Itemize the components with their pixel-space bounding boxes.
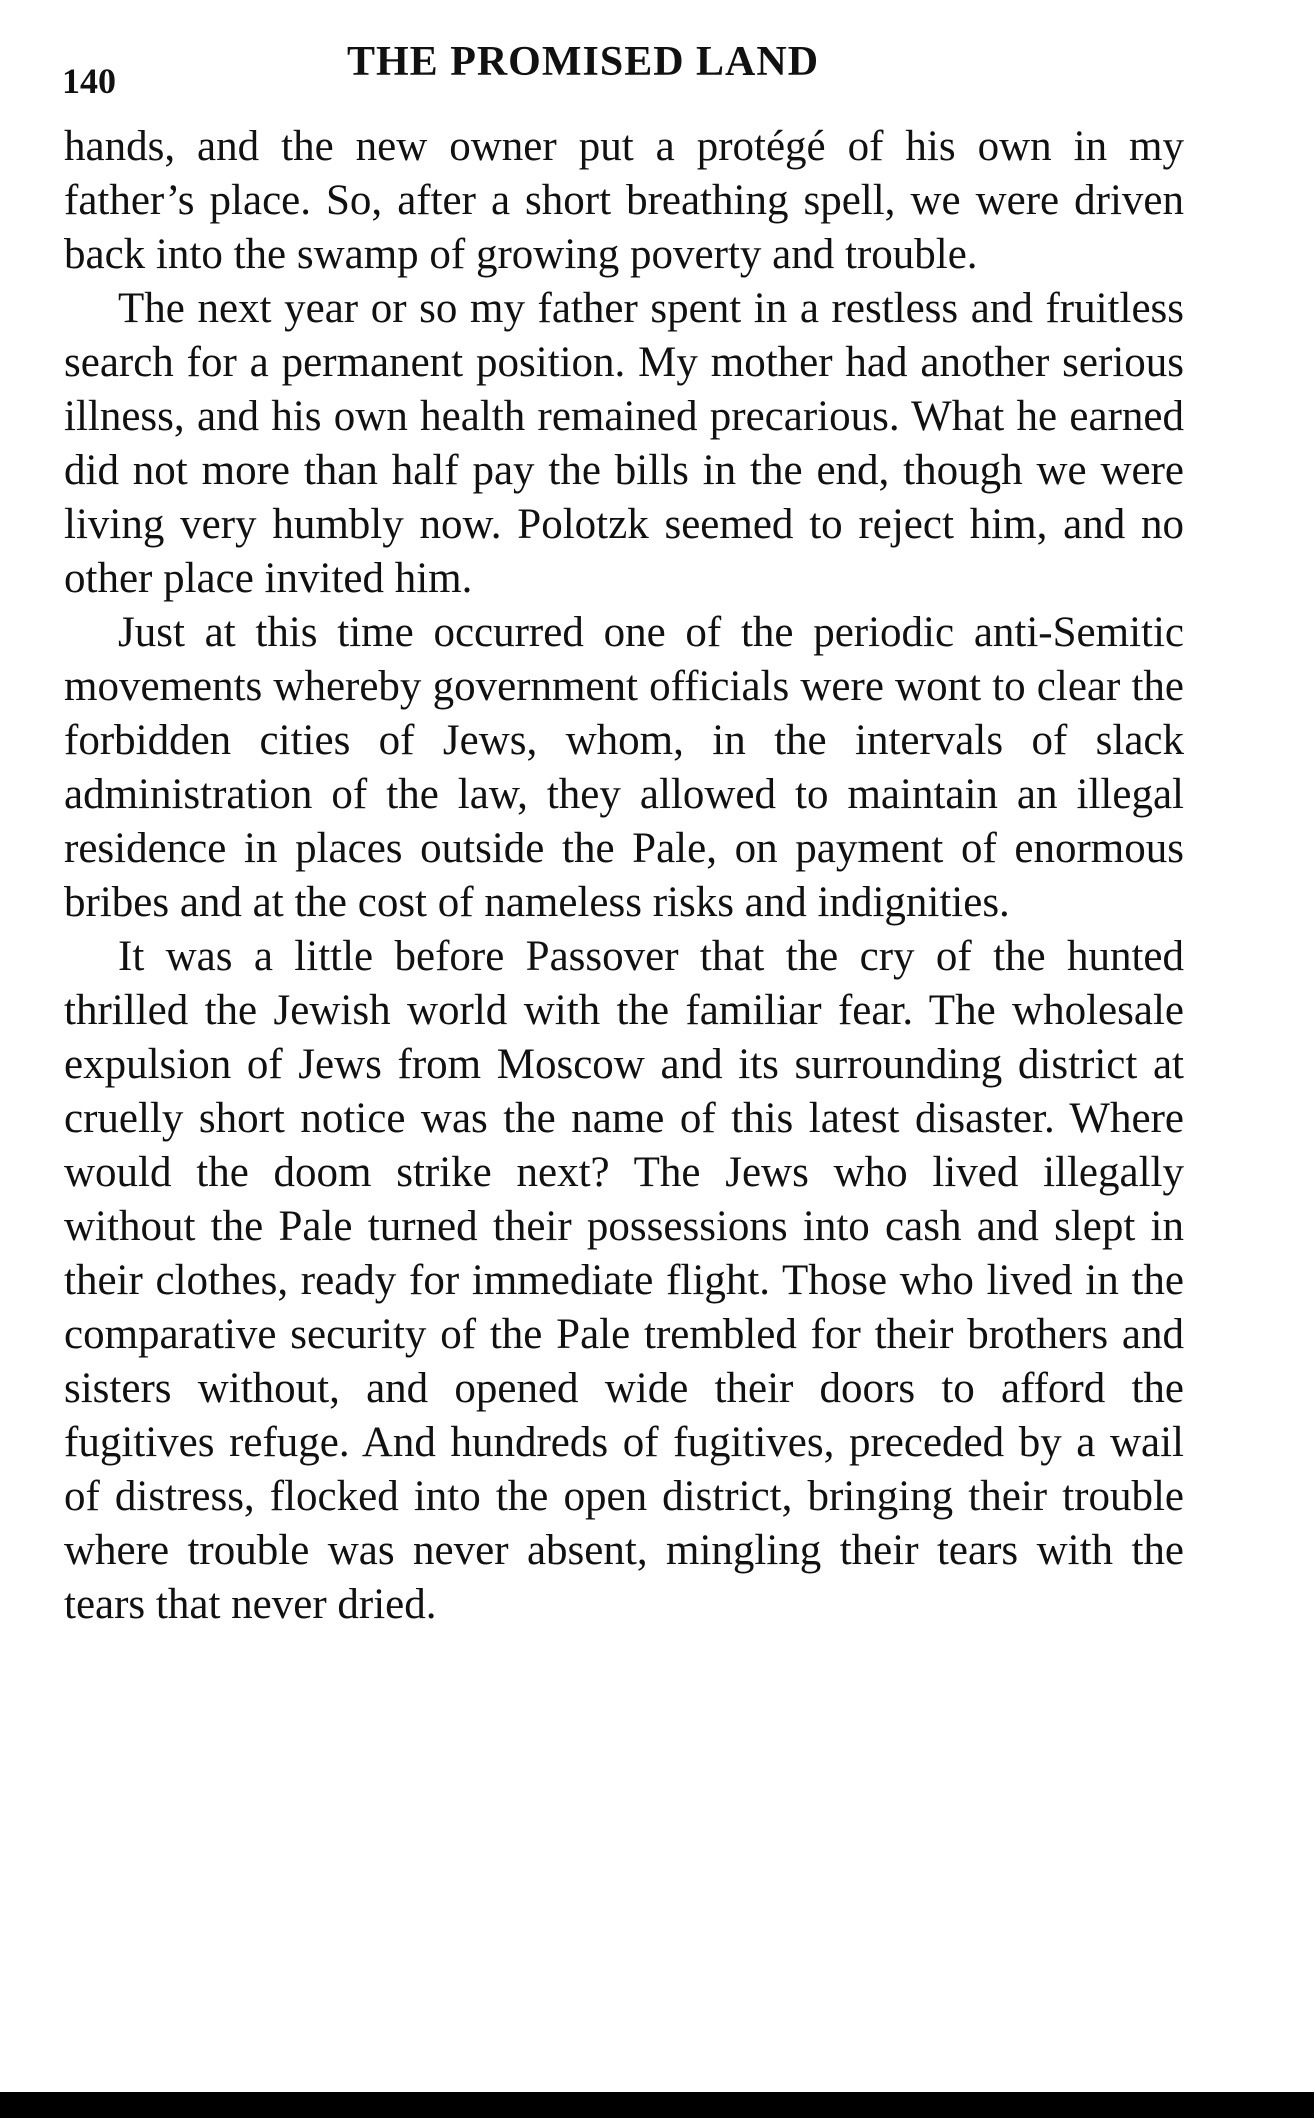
paragraph-3: Just at this time occurred one of the periodic anti-Semitic movements whereby government officials were wont to clear the forbidden cities of Jews, whom, in the intervals of slack administration of the law, they allowed to maintain an illegal residence in places outside the Pale, on payment of enormous bribes and at the cost of nameless risks and indignities. (64, 609, 1184, 926)
page-number: 140 (62, 61, 116, 101)
paragraph-2: The next year or so my father spent in a restless and fruitless search for a permanent position. My mother had another serious illness, and his own health remained precarious. What he earned did not more than half pay the bills in the end, though we were living very humbly now. Polotzk seemed to reject him, and no other place invited him. (64, 285, 1184, 602)
paragraph-4: It was a little before Passover that the cry of the hunted thrilled the Jewish world with the familiar fear. The wholesale expulsion of Jews from Moscow and its surrounding district at cruelly short notice was the name of this latest disaster. Where would the doom strike next? The Jews who lived illegally without the Pale turned their possessions into cash and slept in their clothes, ready for immediate flight. Those who lived in the comparative security of the Pale trembled for their brothers and sisters without, and opened wide their doors to afford the fugitives refuge. And hundreds of fugitives, preceded by a wail of distress, flocked into the open district, bringing their trouble where trouble was never absent, mingling their tears with the tears that never dried. (64, 933, 1184, 1628)
running-head (62, 38, 1182, 108)
paragraph-1: hands, and the new owner put a protégé of his own in my father’s place. So, after a short breathing spell, we were driven back into the swamp of growing poverty and trouble. (64, 123, 1184, 278)
running-title: THE PROMISED LAND (347, 39, 820, 85)
body-text (64, 120, 1184, 1632)
scan-bottom-edge (0, 2092, 1314, 2118)
